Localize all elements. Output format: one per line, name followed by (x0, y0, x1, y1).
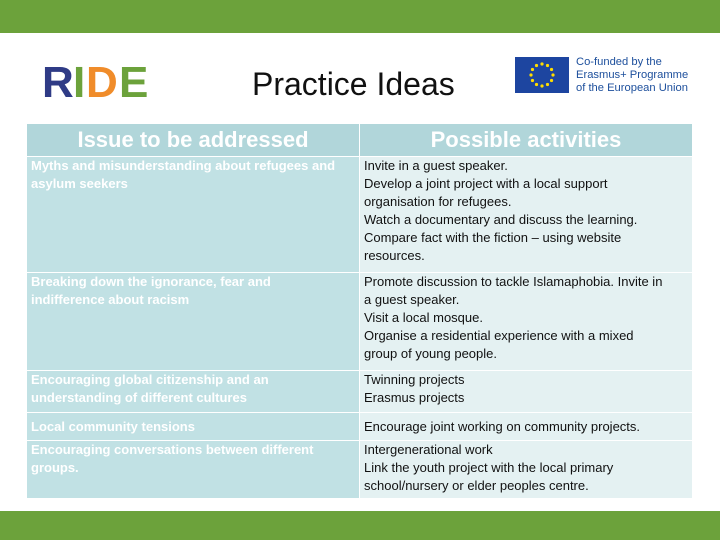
eu-stars-icon (515, 57, 569, 93)
activity-line: Erasmus projects (364, 390, 465, 405)
table-row (27, 371, 693, 413)
activities-cell (360, 273, 693, 371)
eu-badge-line: of the European Union (576, 82, 688, 94)
eu-star-icon (531, 68, 534, 71)
table-row (27, 413, 693, 441)
eu-star-icon (531, 79, 534, 82)
practice-ideas-table (26, 123, 692, 497)
eu-star-icon (540, 84, 543, 87)
issue-line: Local community tensions (31, 418, 195, 434)
eu-star-icon (535, 64, 538, 67)
top-green-band (0, 0, 720, 33)
eu-badge-line: Erasmus+ Programme (576, 69, 689, 81)
activity-line: Intergenerational work (364, 442, 493, 457)
activities-cell (360, 371, 693, 413)
activity-line: resources. (364, 248, 425, 263)
issue-cell (27, 413, 360, 441)
logo-letter-e: E (119, 60, 149, 102)
logo-letter-d: D (86, 60, 118, 102)
activity-line: Encourage joint working on community projects. (364, 418, 641, 434)
issue-line: groups. (31, 460, 79, 475)
eu-star-icon (535, 83, 538, 86)
issue-line: Breaking down the ignorance, fear and (31, 274, 271, 289)
issue-cell (27, 441, 360, 499)
eu-star-icon (551, 73, 554, 76)
eu-cofunded-badge (515, 56, 695, 96)
issue-cell (27, 273, 360, 371)
eu-star-icon (540, 62, 543, 65)
issue-cell (27, 157, 360, 273)
activity-line: organisation for refugees. (364, 194, 512, 209)
activity-line: Twinning projects (364, 372, 465, 387)
activities-cell (360, 157, 693, 273)
activity-line: Link the youth project with the local primary (364, 460, 614, 475)
eu-star-icon (550, 68, 553, 71)
logo-letter-i: I (73, 60, 86, 102)
ride-logo (42, 60, 152, 102)
table-header-row (27, 124, 693, 157)
activity-line: Invite in a guest speaker. (364, 158, 508, 173)
activities-cell (360, 413, 693, 441)
activity-line: Promote discussion to tackle Islamaphobia. Invite in (364, 274, 663, 289)
eu-star-icon (546, 64, 549, 67)
logo-letter-r: R (42, 60, 74, 102)
issue-cell (27, 371, 360, 413)
activity-line: Develop a joint project with a local support (364, 176, 608, 191)
page-title: Practice Ideas (252, 66, 455, 102)
table-row (27, 273, 693, 371)
activities-cell (360, 441, 693, 499)
eu-badge-line: Co-funded by the (576, 56, 662, 68)
header-issue: Issue to be addressed (27, 124, 360, 157)
issue-line: Encouraging conversations between different (31, 442, 314, 457)
activity-line: a guest speaker. (364, 292, 460, 307)
eu-flag-icon (515, 57, 569, 93)
activity-line: Compare fact with the fiction – using website (364, 230, 622, 245)
activity-line: Visit a local mosque. (364, 310, 483, 325)
bottom-green-band (0, 511, 720, 540)
activity-line: Watch a documentary and discuss the learning. (364, 212, 638, 227)
eu-star-icon (550, 79, 553, 82)
issue-line: indifference about racism (31, 292, 190, 307)
activity-line: school/nursery or elder peoples centre. (364, 478, 589, 493)
table-row (27, 157, 693, 273)
issue-line: understanding of different cultures (31, 390, 247, 405)
eu-star-icon (546, 83, 549, 86)
eu-badge-text (576, 56, 688, 95)
header-activities: Possible activities (360, 124, 693, 157)
activity-line: Organise a residential experience with a mixed (364, 328, 634, 343)
activity-line: group of young people. (364, 346, 497, 361)
table-row (27, 441, 693, 499)
eu-star-icon (529, 73, 532, 76)
issue-line: asylum seekers (31, 176, 128, 191)
issue-line: Myths and misunderstanding about refugees and (31, 158, 336, 173)
issue-line: Encouraging global citizenship and an (31, 372, 269, 387)
